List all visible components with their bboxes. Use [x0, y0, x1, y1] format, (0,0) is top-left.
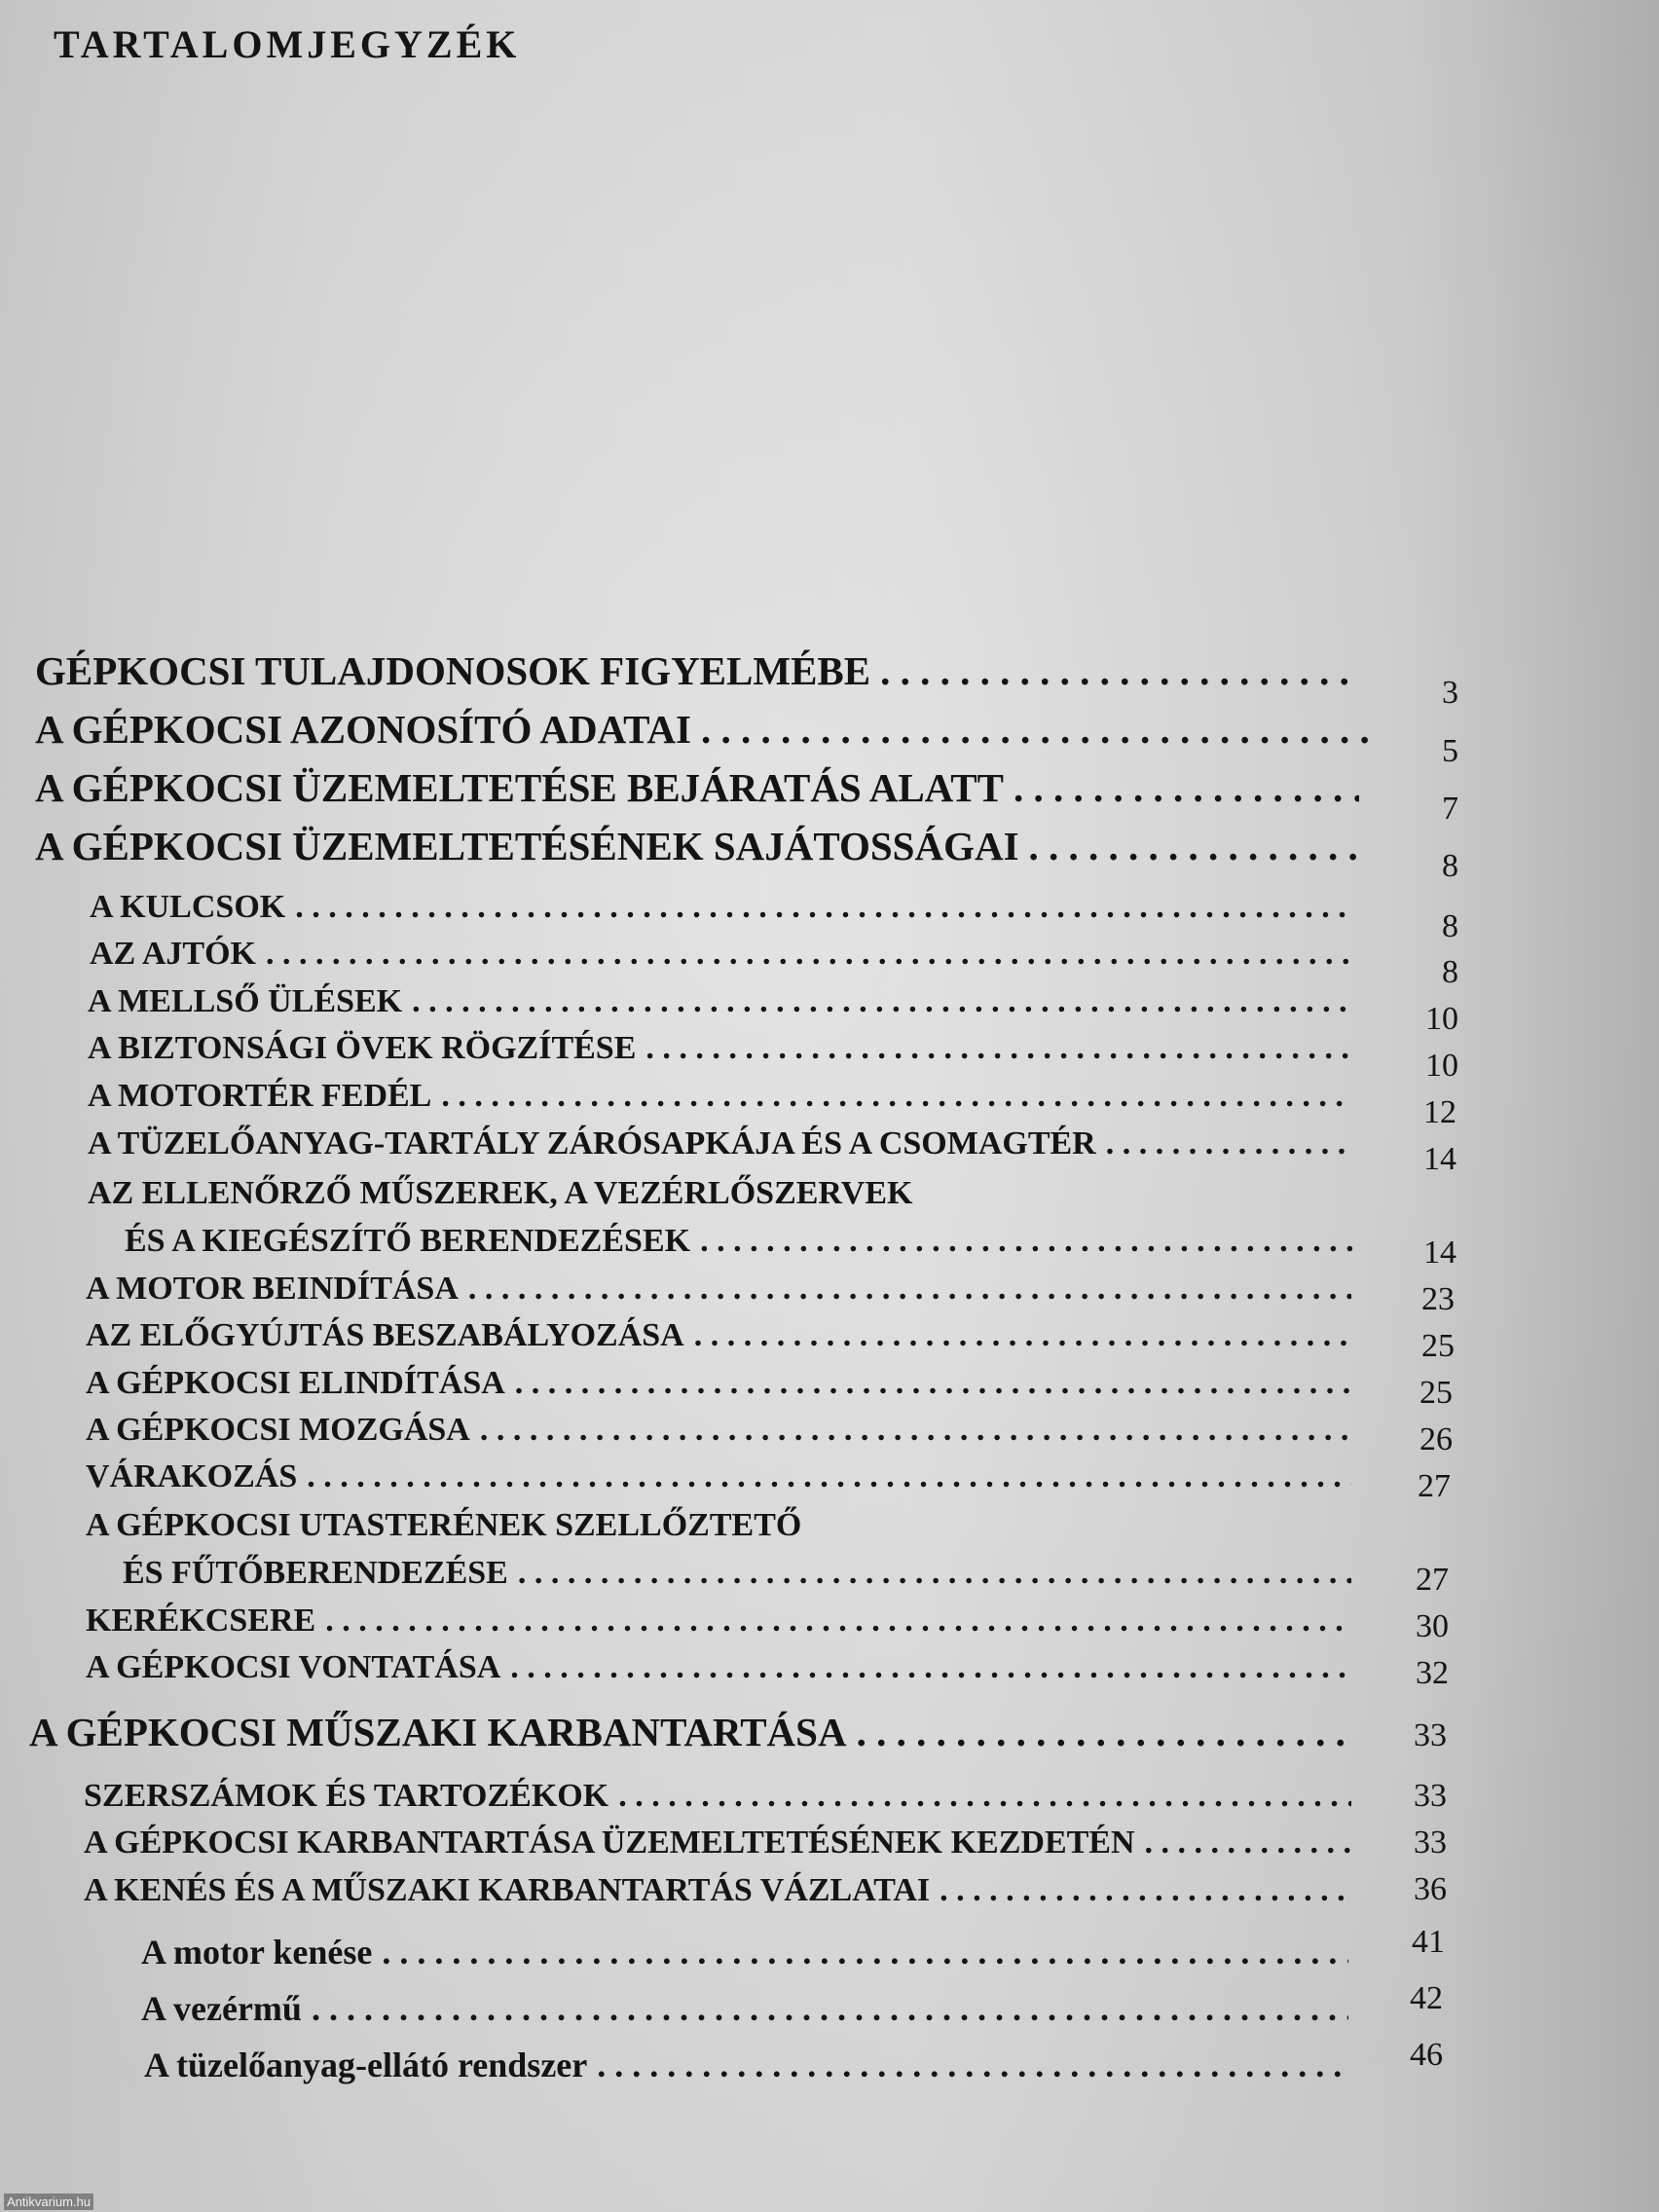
toc-entry	[84, 1825, 1361, 1862]
toc-entry	[86, 1365, 1361, 1402]
dot-leader	[382, 1932, 1348, 1972]
toc-entry-label: SZERSZÁMOK ÉS TARTOZÉKOK	[84, 1778, 609, 1814]
dot-leader	[266, 936, 1355, 973]
toc-page-number: 10	[1425, 1001, 1458, 1037]
toc-page-number: 33	[1414, 1825, 1447, 1861]
dot-leader	[1106, 1125, 1353, 1162]
toc-page-number: 25	[1419, 1375, 1453, 1411]
dot-leader	[701, 706, 1369, 753]
toc-entry-label: A KULCSOK	[90, 889, 286, 925]
toc-entry-label: A MOTOR BEINDÍTÁSA	[86, 1271, 459, 1307]
toc-entry	[35, 706, 1379, 753]
toc-entry-label: A MELLSŐ ÜLÉSEK	[88, 983, 403, 1019]
dot-leader	[480, 1412, 1351, 1449]
toc-entry-label: GÉPKOCSI TULAJDONOSOK FIGYELMÉBE	[35, 648, 871, 693]
toc-entry-label: A GÉPKOCSI MOZGÁSA	[86, 1412, 470, 1448]
toc-entry-label: A GÉPKOCSI ELINDÍTÁSA	[86, 1365, 505, 1401]
toc-entry-label: A KENÉS ÉS A MŰSZAKI KARBANTARTÁS VÁZLATAI	[84, 1872, 931, 1908]
dot-leader	[1029, 823, 1359, 869]
dot-leader	[515, 1365, 1351, 1402]
dot-leader	[307, 1458, 1351, 1495]
toc-entry-label: AZ ELŐGYÚJTÁS BESZABÁLYOZÁSA	[86, 1317, 684, 1353]
dot-leader	[880, 647, 1349, 694]
toc-entry-label: A motor kenése	[141, 1933, 373, 1972]
toc-entry-label: ÉS A KIEGÉSZÍTŐ BERENDEZÉSEK	[125, 1223, 691, 1259]
dot-leader	[312, 1988, 1348, 2029]
toc-page-number: 26	[1419, 1421, 1453, 1457]
toc-entry-label: A GÉPKOCSI KARBANTARTÁSA ÜZEMELTETÉSÉNEK KEZDETÉN	[84, 1825, 1135, 1861]
toc-entry-label: A GÉPKOCSI ÜZEMELTETÉSE BEJÁRATÁS ALATT	[35, 765, 1004, 810]
toc-entry	[86, 1603, 1361, 1640]
toc-entry-label: A GÉPKOCSI VONTATÁSA	[86, 1649, 501, 1685]
toc-entry	[144, 2045, 1358, 2085]
toc-entry-label: A GÉPKOCSI AZONOSÍTÓ ADATAI	[35, 707, 691, 752]
toc-page-number: 36	[1414, 1871, 1447, 1907]
toc-page-number: 10	[1425, 1048, 1458, 1084]
toc-entry	[90, 936, 1365, 973]
dot-leader	[510, 1649, 1351, 1686]
toc-entry	[84, 1872, 1361, 1909]
toc-page-number: 42	[1410, 1980, 1443, 2016]
toc-entry-label: A MOTORTÉR FEDÉL	[88, 1078, 432, 1114]
toc-page-number: 32	[1416, 1655, 1449, 1691]
dot-leader	[441, 1078, 1353, 1115]
toc-entry	[88, 983, 1363, 1020]
toc-entry	[29, 1709, 1363, 1755]
dot-leader	[412, 983, 1353, 1020]
toc-entry	[86, 1317, 1361, 1354]
dot-leader	[645, 1030, 1353, 1067]
toc-entry-label: AZ AJTÓK	[90, 936, 256, 972]
toc-page-number: 14	[1423, 1141, 1456, 1177]
toc-page-number: 33	[1414, 1778, 1447, 1814]
toc-entry	[86, 1458, 1361, 1495]
toc-entry-label: A GÉPKOCSI MŰSZAKI KARBANTARTÁSA	[29, 1710, 847, 1754]
toc-page-number: 46	[1410, 2037, 1443, 2073]
toc-entry	[90, 889, 1365, 926]
dot-leader	[597, 2045, 1348, 2085]
dot-leader	[700, 1223, 1353, 1260]
toc-page-number: 3	[1442, 675, 1458, 711]
watermark: Antikvarium.hu	[4, 2194, 93, 2210]
toc-page-number: 41	[1412, 1924, 1445, 1960]
toc-entry	[86, 1271, 1361, 1308]
toc-page-number: 12	[1423, 1094, 1456, 1130]
toc-entry-label: VÁRAKOZÁS	[86, 1458, 298, 1494]
toc-entry	[86, 1649, 1361, 1686]
toc-page-number: 7	[1442, 791, 1458, 827]
dot-leader	[295, 889, 1355, 926]
toc-entry	[125, 1223, 1363, 1260]
toc-page-number: 8	[1442, 954, 1458, 990]
dot-leader	[857, 1709, 1353, 1755]
toc-page-number: 5	[1442, 733, 1458, 769]
toc-entry	[88, 1030, 1363, 1067]
toc-entry-label-line1: A GÉPKOCSI UTASTERÉNEK SZELLŐZTETŐ	[86, 1507, 802, 1543]
toc-entry-label: ÉS FŰTŐBERENDEZÉSE	[123, 1555, 508, 1591]
dot-leader	[1014, 764, 1359, 811]
toc-page-number: 8	[1442, 908, 1458, 944]
toc-entry-label: A GÉPKOCSI ÜZEMELTETÉSÉNEK SAJÁTOSSÁGAI	[35, 824, 1019, 868]
toc-page-number: 30	[1416, 1608, 1449, 1644]
dot-leader	[1145, 1825, 1351, 1862]
toc-page-number: 27	[1418, 1468, 1451, 1504]
toc-page-number: 25	[1421, 1328, 1455, 1364]
dot-leader	[618, 1778, 1351, 1815]
dot-leader	[468, 1271, 1351, 1308]
toc-entry	[35, 764, 1369, 811]
toc-entry-label: KERÉKCSERE	[86, 1603, 316, 1639]
toc-entry	[141, 1932, 1358, 1972]
toc-entry-label: A TÜZELŐANYAG-TARTÁLY ZÁRÓSAPKÁJA ÉS A CSOMAGTÉR	[88, 1125, 1096, 1161]
toc-page-number: 27	[1416, 1562, 1449, 1598]
toc-entry	[88, 1078, 1363, 1115]
toc-entry	[35, 647, 1359, 694]
toc-entry-label: A BIZTONSÁGI ÖVEK RÖGZÍTÉSE	[88, 1030, 637, 1066]
toc-page-number: 33	[1414, 1717, 1447, 1753]
toc-entry	[123, 1555, 1361, 1592]
toc-page-number: 14	[1423, 1235, 1456, 1271]
page-title: TARTALOMJEGYZÉK	[54, 22, 521, 66]
dot-leader	[325, 1603, 1351, 1640]
toc-entry	[35, 823, 1369, 869]
dot-leader	[518, 1555, 1351, 1592]
toc-entry	[141, 1988, 1358, 2029]
toc-entry	[88, 1125, 1363, 1162]
toc-entry-label: A tüzelőanyag-ellátó rendszer	[144, 2046, 588, 2084]
toc-entry	[84, 1778, 1361, 1815]
toc-page-number: 23	[1421, 1281, 1455, 1317]
toc-page-number: 8	[1442, 848, 1458, 884]
dot-leader	[694, 1317, 1351, 1354]
toc-entry-label-line1: AZ ELLENŐRZŐ MŰSZEREK, A VEZÉRLŐSZERVEK	[88, 1175, 913, 1211]
dot-leader	[940, 1872, 1351, 1909]
toc-entry-label: A vezérmű	[141, 1989, 302, 2028]
toc-entry	[86, 1412, 1361, 1449]
